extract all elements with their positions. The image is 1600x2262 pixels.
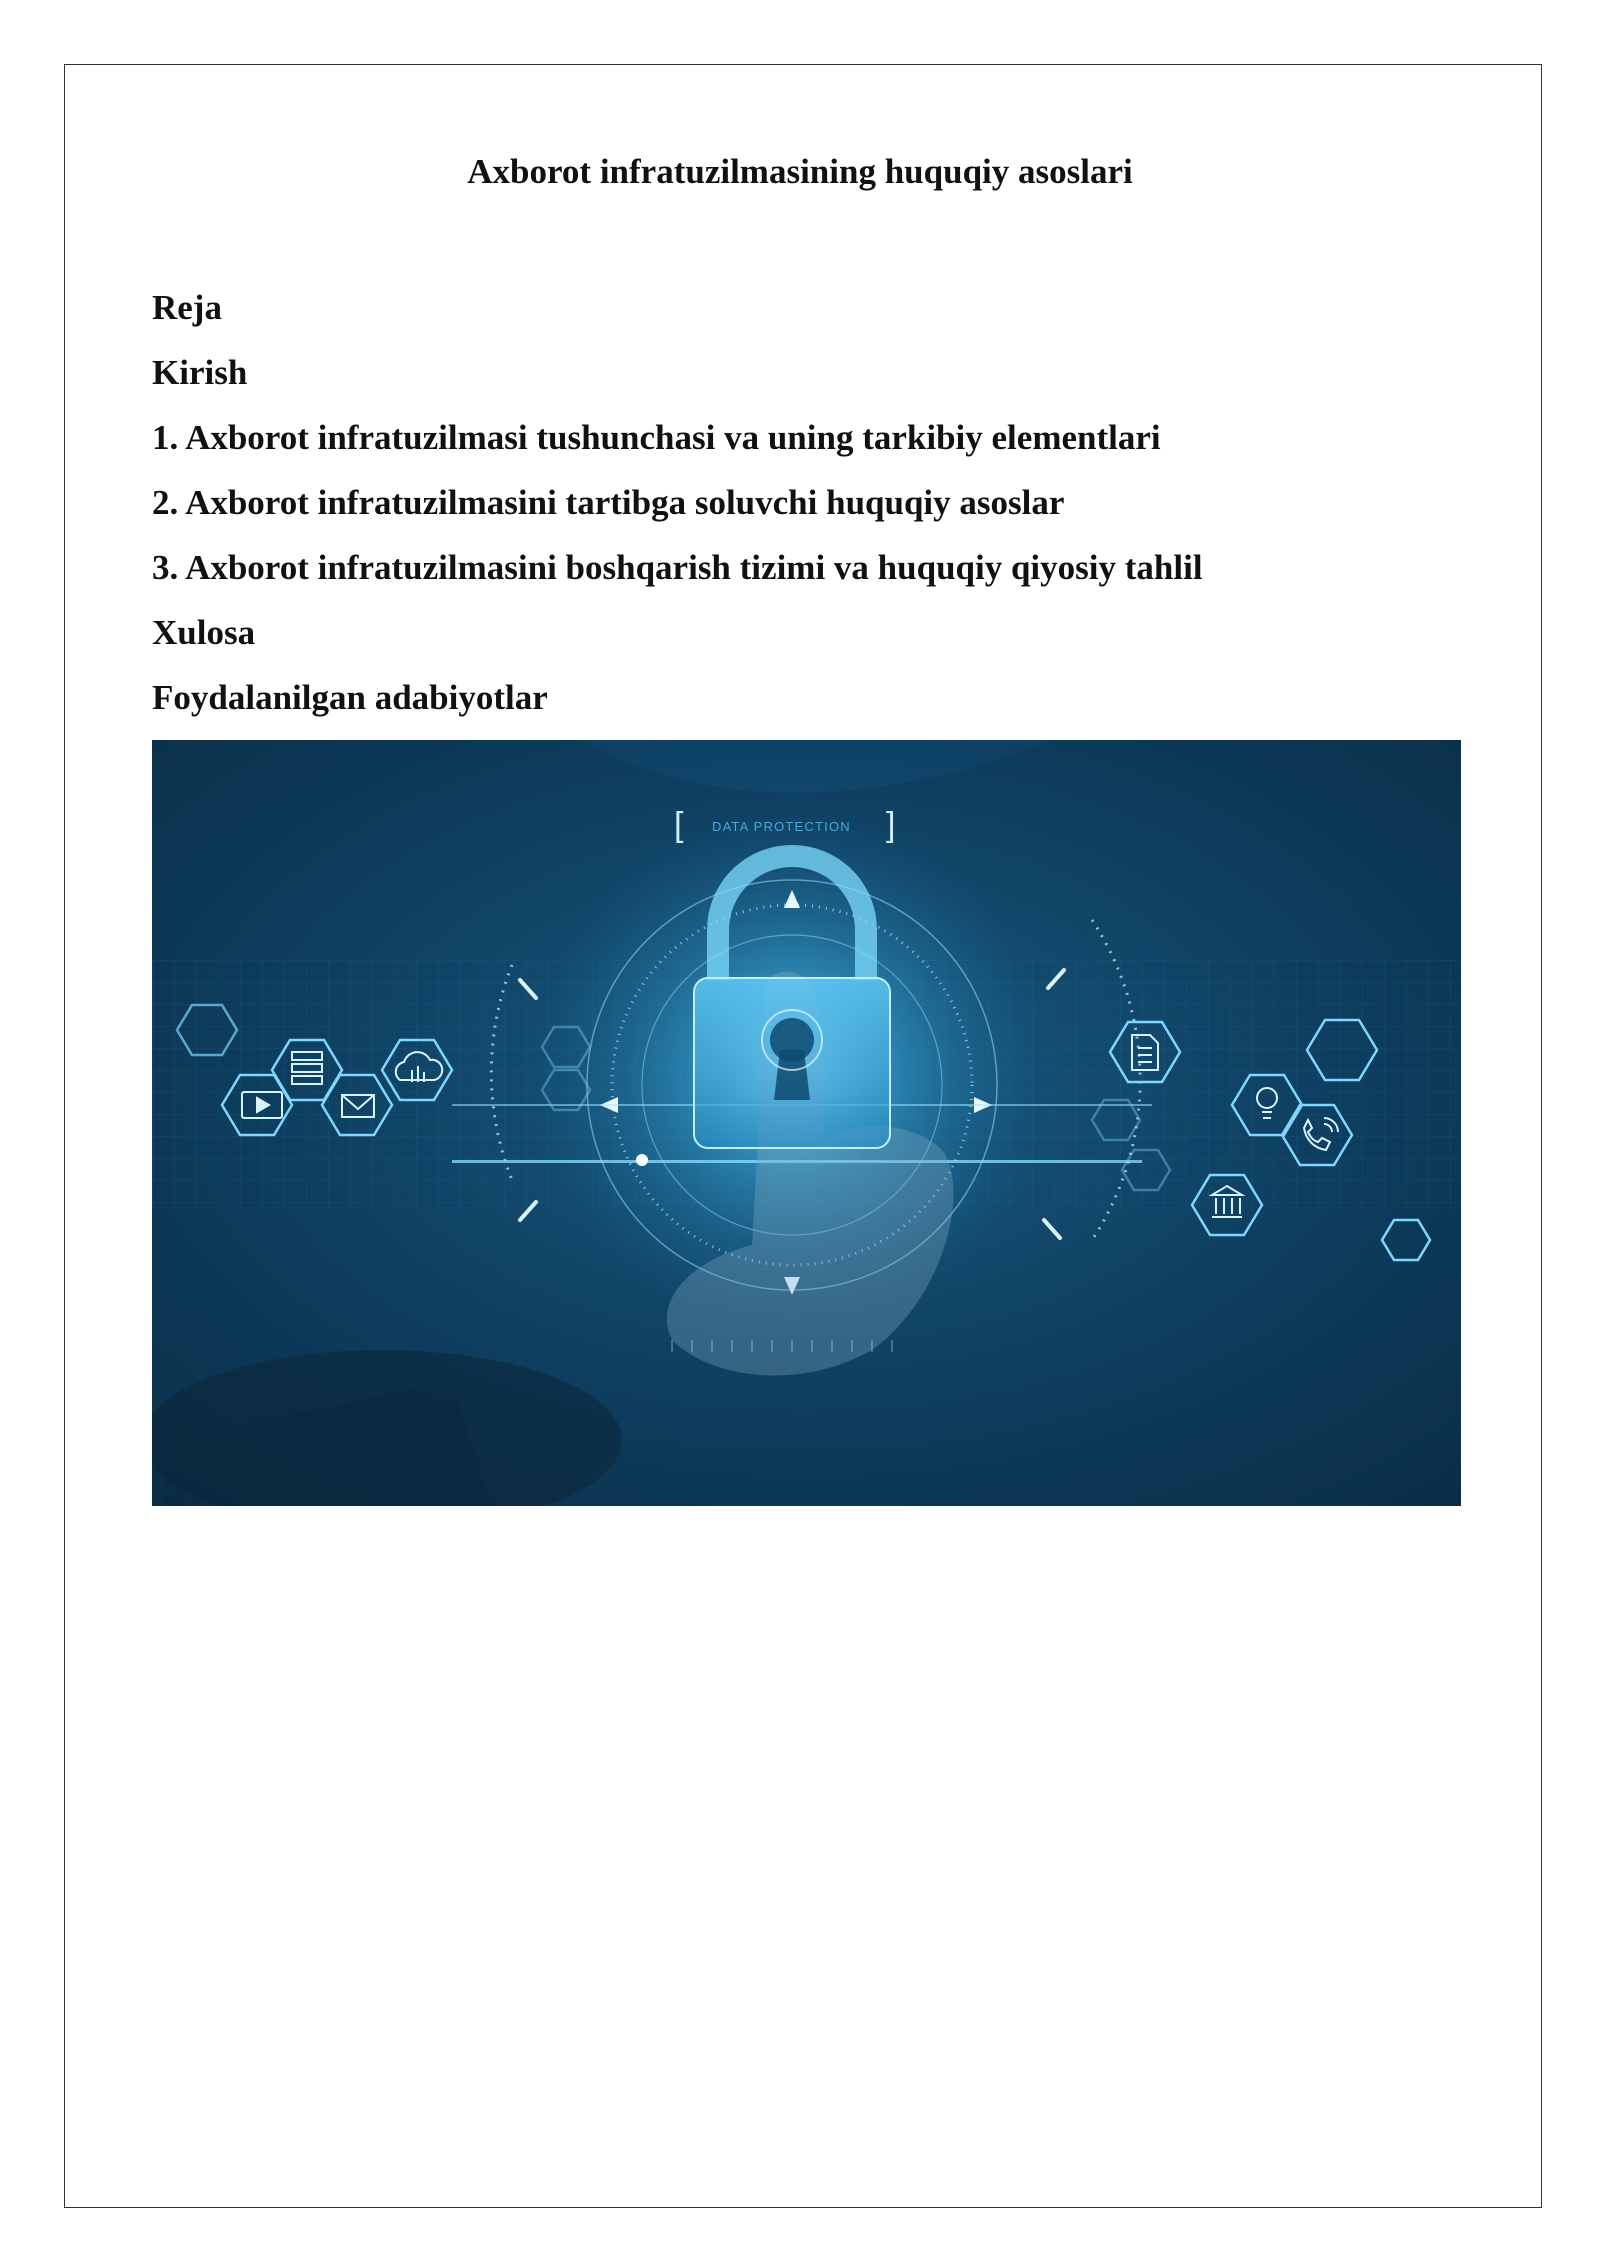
outline-item-3: 3. Axborot infratuzilmasini boshqarish tizimi va huquqiy qiyosiy tahlil xyxy=(152,548,1203,587)
svg-text:[: [ xyxy=(674,806,684,844)
data-protection-illustration xyxy=(152,740,1461,1506)
outline-item-1: 1. Axborot infratuzilmasi tushunchasi va uning tarkibiy elementlari xyxy=(152,418,1161,457)
outline-item-xulosa: Xulosa xyxy=(152,613,256,652)
outline-heading-reja: Reja xyxy=(152,288,222,327)
outline-item-kirish: Kirish xyxy=(152,353,248,392)
outline-item-adabiyotlar: Foydalanilgan adabiyotlar xyxy=(152,678,548,717)
document-title: Axborot infratuzilmasining huquqiy asoslari xyxy=(467,152,1133,191)
data-protection-label: DATA PROTECTION xyxy=(712,819,851,834)
outline-item-2: 2. Axborot infratuzilmasini tartibga soluvchi huquqiy asoslar xyxy=(152,483,1065,522)
outline-list xyxy=(152,280,1203,735)
svg-text:]: ] xyxy=(886,806,896,844)
